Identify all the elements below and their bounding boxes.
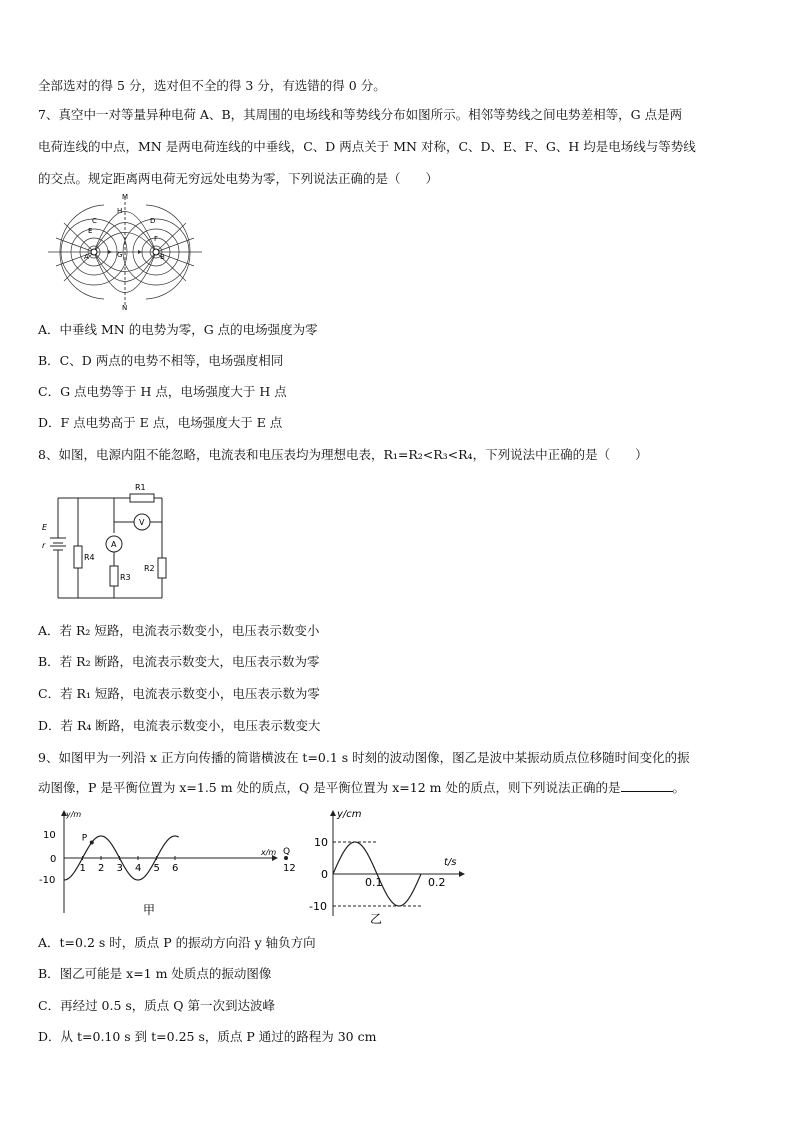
vib-xtick-0-1: 0.1 xyxy=(365,876,383,889)
q9-option-d: D．从 t=0.10 s 到 t=0.25 s，质点 P 通过的路程为 30 cm xyxy=(38,1029,377,1044)
wave-label-p: P xyxy=(81,833,88,844)
answer-blank xyxy=(621,780,673,792)
q7-label-c: C xyxy=(92,217,97,225)
q8-option-b: B．若 R₂ 断路，电流表示数变大，电压表示数为零 xyxy=(38,654,320,669)
q7-option-b: B．C、D 两点的电势不相等，电场强度相同 xyxy=(38,353,284,368)
wave-caption: 甲 xyxy=(143,903,156,917)
wave-point-p xyxy=(90,840,94,844)
q9-option-b: B．图乙可能是 x=1 m 处质点的振动图像 xyxy=(38,966,272,981)
q7-option-c: C．G 点电势等于 H 点，电场强度大于 H 点 xyxy=(38,384,287,399)
vib-ylabel: y/cm xyxy=(337,809,362,820)
q8-label-r2: R2 xyxy=(144,564,155,573)
wave-xtick: 12 xyxy=(283,863,296,874)
q8-option-c: C．若 R₁ 短路，电流表示数变小，电压表示数为零 xyxy=(38,686,320,701)
q7-label-d: D xyxy=(150,217,156,225)
q8-label-v: V xyxy=(139,518,145,527)
q9-option-a: A．t=0.2 s 时，质点 P 的振动方向沿 y 轴负方向 xyxy=(38,935,316,950)
intro-scoring-line: 全部选对的得 5 分，选对但不全的得 3 分，有选错的得 0 分。 xyxy=(38,78,386,93)
vib-caption: 乙 xyxy=(370,912,383,926)
wave-ylabel: y/m xyxy=(66,810,82,819)
wave-xtick: 3 xyxy=(116,863,123,874)
q8-label-r3: R3 xyxy=(120,573,131,582)
q7-stem-line-3: 的交点。规定距离两电荷无穷远处电势为零，下列说法正确的是（ ） xyxy=(38,171,439,186)
q7-label-e: E xyxy=(88,227,93,235)
wave-xtick: 4 xyxy=(135,863,142,874)
q7-option-a: A．中垂线 MN 的电势为零，G 点的电场强度为零 xyxy=(38,322,318,337)
wave-label-q: Q xyxy=(283,847,291,857)
wave-xtick: 5 xyxy=(153,863,160,874)
q7-label-a: A xyxy=(84,253,89,261)
q7-option-d: D．F 点电势高于 E 点，电场强度大于 E 点 xyxy=(38,415,283,430)
q9-vibration-chart xyxy=(303,806,473,929)
q8-stem: 8、如图，电源内阻不能忽略，电流表和电压表均为理想电表，R₁=R₂<R₃<R₄，下列说法中正确的是（ ） xyxy=(38,447,648,462)
wave-xtick: 1 xyxy=(79,863,86,874)
wave-xlabel: x/m xyxy=(261,848,277,857)
wave-xtick: 6 xyxy=(172,863,179,874)
q9-stem-line-2-text: 动图像，P 是平衡位置为 x=1.5 m 处的质点，Q 是平衡位置为 x=12 m 处的质点，则下列说法正确的是 xyxy=(38,780,621,795)
wave-ytick-10: 10 xyxy=(43,830,56,841)
wave-xtick: 2 xyxy=(98,863,105,874)
q7-label-b: B xyxy=(160,253,165,261)
q7-label-n: N xyxy=(122,304,128,312)
q8-label-r1: R1 xyxy=(135,483,146,492)
wave-ytick-0: 0 xyxy=(50,854,57,865)
vib-ytick-0: 0 xyxy=(321,868,328,881)
q7-label-m: M xyxy=(122,193,129,201)
q8-label-a: A xyxy=(111,540,117,549)
q8-option-d: D．若 R₄ 断路，电流表示数变小，电压表示数变大 xyxy=(38,718,321,733)
q7-label-h: H xyxy=(117,207,123,215)
q7-label-f: F xyxy=(154,235,159,243)
q7-stem-line-1: 7、真空中一对等量异种电荷 A、B，其周围的电场线和等势线分布如图所示。相邻等势线之间电势差相等，G 点是两 xyxy=(38,107,683,122)
q9-option-c: C．再经过 0.5 s，质点 Q 第一次到达波峰 xyxy=(38,998,276,1013)
vib-ytick-10: 10 xyxy=(314,836,328,849)
q8-label-r: r xyxy=(42,541,46,550)
vib-ytick-neg10: -10 xyxy=(309,900,327,913)
q7-field-figure xyxy=(44,193,210,314)
q9-stem-line-2 xyxy=(38,780,685,796)
q7-label-g: G xyxy=(117,251,123,259)
q9-stem-line-2-end: 。 xyxy=(672,780,686,795)
wave-ytick-neg10: -10 xyxy=(39,875,56,886)
q8-label-e: E xyxy=(42,523,48,532)
q8-label-r4: R4 xyxy=(84,553,95,562)
q9-stem-line-1: 9、如图甲为一列沿 x 正方向传播的简谐横波在 t=0.1 s 时刻的波动图像，图乙是波中某振动质点位移随时间变化的振 xyxy=(38,750,690,765)
q8-circuit-figure xyxy=(38,478,178,605)
q9-wave-chart xyxy=(36,808,296,923)
q8-option-a: A．若 R₂ 短路，电流表示数变小，电压表示数变小 xyxy=(38,623,320,638)
q7-stem-line-2: 电荷连线的中点，MN 是两电荷连线的中垂线，C、D 两点关于 MN 对称，C、D、E、F、G、H 均是电场线与等势线 xyxy=(38,139,696,154)
vib-xlabel: t/s xyxy=(444,857,457,868)
vib-xtick-0-2: 0.2 xyxy=(428,876,446,889)
